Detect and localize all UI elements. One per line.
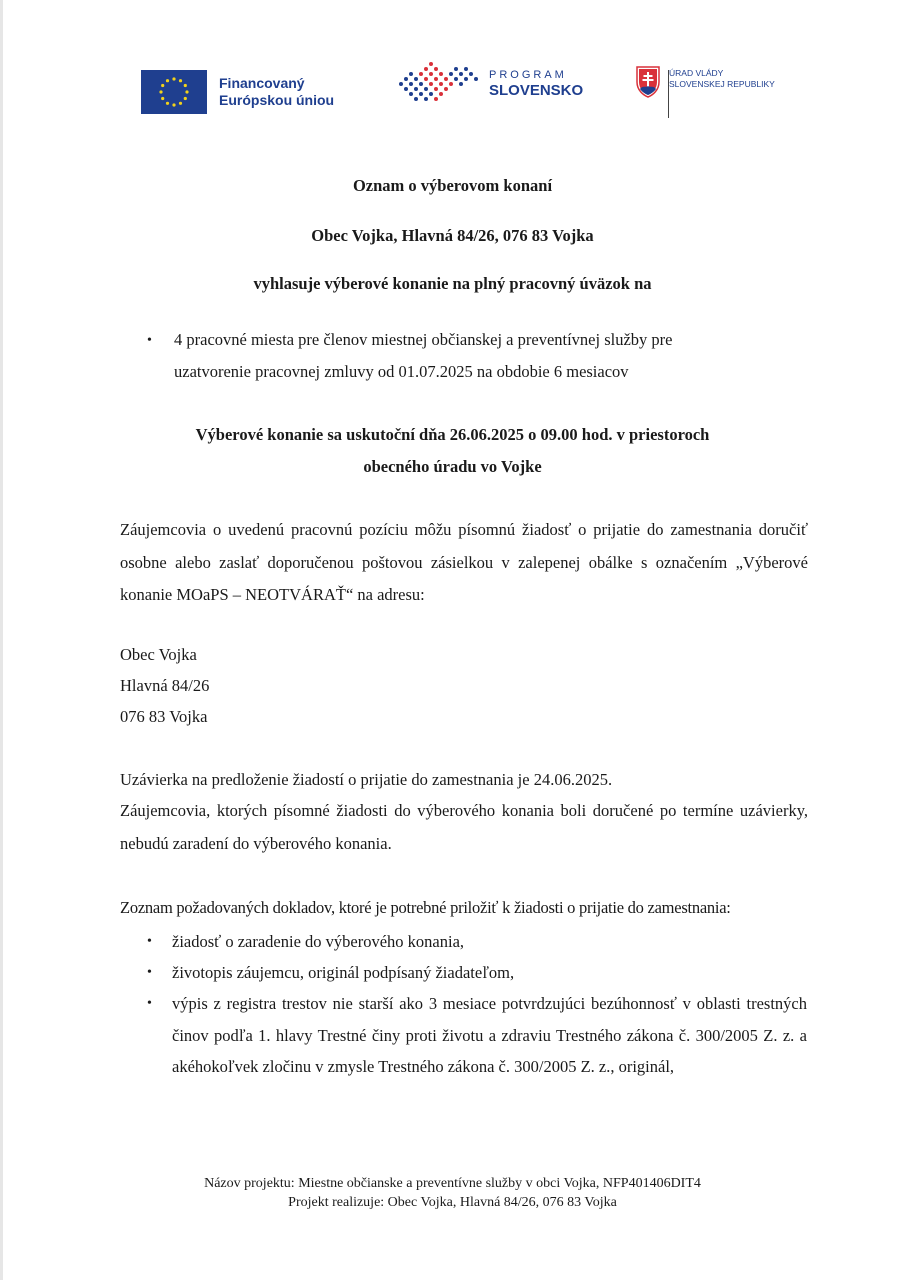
- bullet-icon: •: [147, 965, 152, 980]
- government-office-label: [659, 68, 775, 90]
- selection-date-line-1: Výberové konanie sa uskutoční dňa 26.06.2025 o 09.00 hod. v priestoroch: [195, 425, 710, 444]
- eu-funding-label: [219, 75, 334, 109]
- deadline-line: Uzávierka na predloženie žiadostí o prijatie do zamestnania je 24.06.2025.: [120, 770, 613, 789]
- office-line-1: ÚRAD VLÁDY: [669, 68, 724, 78]
- bullet-icon: •: [147, 333, 152, 348]
- position-line-2: uzatvorenie pracovnej zmluvy od 01.07.2025 na obdobie 6 mesiacov: [174, 362, 629, 381]
- eu-line-1: Financovaný: [219, 75, 305, 91]
- office-line-2: SLOVENSKEJ REPUBLIKY: [669, 79, 775, 89]
- document-item: výpis z registra trestov nie starší ako 3 mesiace potvrdzujúci bezúhonnosť v oblasti trestných činov podľa 1. hlavy Trestné činy proti životu a zdraviu Trestného zákona č. 300/2005 Z. z. a akéhokoľvek zločinu v zmysle Trestného zákona č. 300/2005 Z. z., originál,: [172, 994, 807, 1076]
- documents-intro: Zoznam požadovaných dokladov, ktoré je potrebné priložiť k žiadosti o prijatie do zamestnania:: [120, 898, 731, 917]
- address-line-1: Obec Vojka: [120, 645, 197, 664]
- program-slovensko-logo: [397, 62, 583, 106]
- late-applications-paragraph: Záujemcovia, ktorých písomné žiadosti do výberového konania boli doručené po termíne uzávierky, nebudú zaradení do výberového konania.: [120, 801, 808, 853]
- address-line-3: 076 83 Vojka: [120, 707, 208, 726]
- position-line-1: 4 pracovné miesta pre členov miestnej občianskej a preventívnej služby pre: [174, 330, 673, 349]
- address-line-2: Hlavná 84/26: [120, 676, 210, 695]
- selection-date-line-2: obecného úradu vo Vojke: [363, 457, 542, 476]
- eu-line-2: Európskou úniou: [219, 92, 335, 108]
- program-slovensko-icon: [397, 62, 483, 106]
- eu-flag-icon: [141, 70, 207, 114]
- notice-issuer: Obec Vojka, Hlavná 84/26, 076 83 Vojka: [311, 226, 594, 245]
- bullet-icon: •: [147, 934, 152, 949]
- program-word: PROGRAM: [489, 69, 567, 81]
- notice-announcement: vyhlasuje výberové konanie na plný pracovný úväzok na: [253, 274, 652, 293]
- footer-project-name: Názov projektu: Miestne občianske a preventívne služby v obci Vojka, NFP401406DIT4: [204, 1176, 701, 1191]
- footer-project-implementer: Projekt realizuje: Obec Vojka, Hlavná 84/26, 076 83 Vojka: [288, 1195, 617, 1210]
- program-slovensko-label: [489, 68, 583, 100]
- eu-funding-logo: [141, 70, 334, 114]
- bullet-icon: •: [147, 996, 152, 1011]
- document-item: žiadosť o zaradenie do výberového konania,: [172, 932, 465, 951]
- applicants-paragraph: Záujemcovia o uvedenú pracovnú pozíciu môžu písomnú žiadosť o prijatie do zamestnania doručiť osobne alebo zaslať doporučenou poštovou zásielkou v zalepenej obálke s označením „Výberové konanie MOaPS – NEOTVÁRAŤ“ na adresu:: [120, 520, 808, 604]
- slovensko-word: SLOVENSKO: [489, 82, 584, 99]
- document-item: životopis záujemcu, originál podpísaný žiadateľom,: [172, 963, 515, 982]
- slovak-coat-of-arms-icon: [636, 66, 660, 98]
- government-office-logo: [636, 66, 784, 118]
- notice-title: Oznam o výberovom konaní: [352, 176, 553, 195]
